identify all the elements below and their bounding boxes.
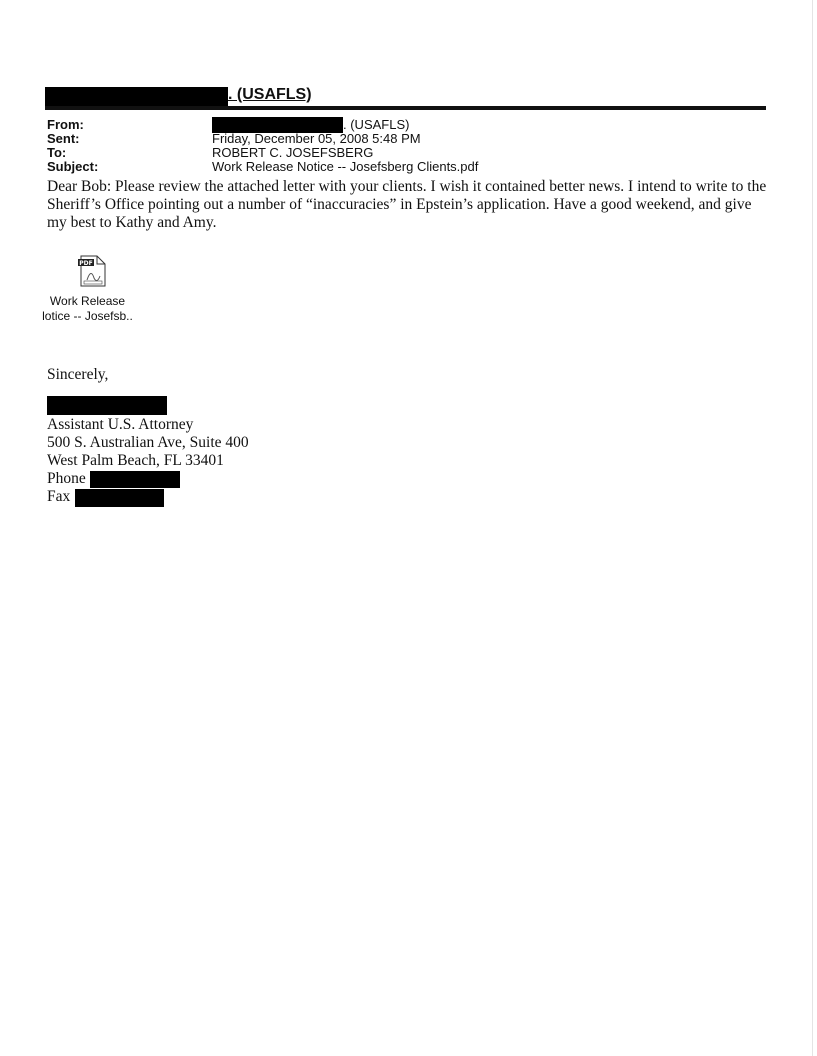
closing: Sincerely, xyxy=(47,366,109,383)
email-title: . (USAFLS) xyxy=(228,86,312,103)
subject-value: Work Release Notice -- Josefsberg Clients.pdf xyxy=(212,159,479,174)
signature-address2: West Palm Beach, FL 33401 xyxy=(47,452,224,469)
attachment-label-line1: Work Release xyxy=(49,294,126,308)
to-label: To: xyxy=(47,145,67,160)
phone-label: Phone xyxy=(47,470,86,487)
sent-label: Sent: xyxy=(47,131,80,146)
redaction-block xyxy=(90,471,180,488)
email-body: Dear Bob: Please review the attached letter with your clients. I wish it contained better news. I intend to write to the Sheriff’s Office pointing out a number of “inaccuracies” in Epstein’s application. Have a good weekend, and give my best to Kathy and Amy. xyxy=(47,178,767,231)
redaction-block xyxy=(47,396,167,415)
pdf-badge: PDF xyxy=(79,260,93,267)
attachment-label-line2: lotice -- Josefsb.. xyxy=(42,309,133,323)
title-divider xyxy=(45,106,766,110)
redaction-block xyxy=(45,87,228,108)
signature-title: Assistant U.S. Attorney xyxy=(47,416,194,433)
to-value: ROBERT C. JOSEFSBERG xyxy=(212,145,374,160)
pdf-file-icon[interactable] xyxy=(75,254,109,288)
fax-label: Fax xyxy=(47,488,71,505)
sent-value: Friday, December 05, 2008 5:48 PM xyxy=(212,131,421,146)
scan-edge xyxy=(812,0,813,1056)
from-value: . (USAFLS) xyxy=(343,117,410,132)
redaction-block xyxy=(75,489,164,507)
attachment-label[interactable] xyxy=(30,294,145,324)
signature-address1: 500 S. Australian Ave, Suite 400 xyxy=(47,434,249,451)
subject-label: Subject: xyxy=(47,159,99,174)
from-label: From: xyxy=(47,117,84,132)
